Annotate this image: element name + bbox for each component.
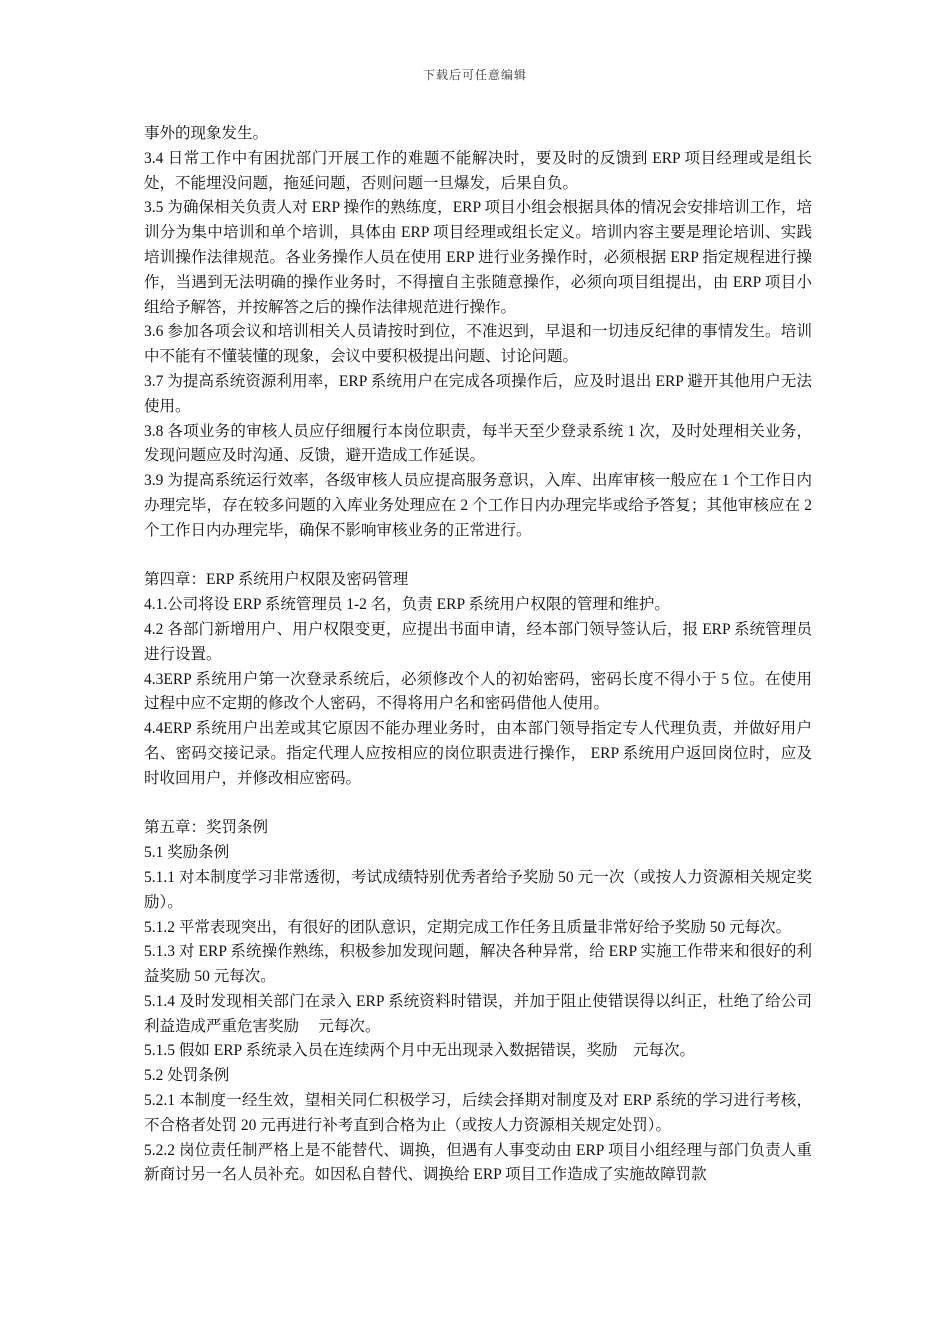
paragraph-3-8: 3.8 各项业务的审核人员应仔细履行本岗位职责，每半天至少登录系统 1 次，及时处理相关业务，发现问题应及时沟通、反馈，避开造成工作延误。 — [144, 422, 812, 465]
page-header-note: 下载后可任意编辑 — [422, 68, 527, 82]
paragraph-continuation: 事外的现象发生。 — [144, 125, 269, 142]
paragraph-5-1-3: 5.1.3 对 ERP 系统操作熟练，积极参加发现问题，解决各种异常，给 ERP 实施工作带来和很好的利益奖励 50 元每次。 — [144, 943, 812, 986]
blank-line — [144, 792, 812, 817]
paragraph-3-9: 3.9 为提高系统运行效率，各级审核人员应提高服务意识，入库、出库审核一般应在 1 个工作日内办理完毕，存在较多问题的入库业务处理应在 2 个工作日内办理完毕或给予答复；其他审核应在 2 个工作日内办理完毕，确保不影响审核业务的正常进行。 — [144, 472, 812, 539]
chapter-4-heading: 第四章：ERP 系统用户权限及密码管理 — [144, 571, 409, 589]
paragraph-5-2-2: 5.2.2 岗位责任制严格上是不能替代、调换，但遇有人事变动由 ERP 项目小组经理与部门负责人重新商讨另一名人员补充。如因私自替代、调换给 ERP 项目工作造成了实施故障罚款 — [144, 1141, 812, 1184]
chapter-5-heading: 第五章：奖罚条例 — [144, 819, 269, 837]
paragraph-3-7: 3.7 为提高系统资源利用率，ERP 系统用户在完成各项操作后，应及时退出 ERP 避开其他用户无法使用。 — [144, 372, 812, 415]
paragraph-3-6: 3.6 参加各项会议和培训相关人员请按时到位，不准迟到，早退和一切违反纪律的事情发生。培训中不能有不懂装懂的现象，会议中要积极提出问题、讨论问题。 — [144, 323, 812, 366]
paragraph-3-4: 3.4 日常工作中有困扰部门开展工作的难题不能解决时，要及时的反馈到 ERP 项目经理或是组长处，不能埋没问题，拖延问题，否则问题一旦爆发，后果自负。 — [144, 149, 812, 192]
paragraph-5-2-1: 5.2.1 本制度一经生效，望相关同仁积极学习，后续会择期对制度及对 ERP 系统的学习进行考核，不合格者处罚 20 元再进行补考直到合格为止（或按人力资源相关规定处罚）。 — [144, 1092, 812, 1134]
section-5-2-heading: 5.2 处罚条例 — [144, 1067, 230, 1085]
paragraph-5-1-2: 5.1.2 平常表现突出，有很好的团队意识，定期完成工作任务且质量非常好给予奖励 50 元每次。 — [144, 918, 792, 936]
paragraph-4-4: 4.4ERP 系统用户出差或其它原因不能办理业务时，由本部门领导指定专人代理负责，并做好用户名、密码交接记录。指定代理人应按相应的岗位职责进行操作， ERP 系统用户返回岗位时，应及时收回用户，并修改相应密码。 — [144, 720, 812, 787]
paragraph-5-1-1: 5.1.1 对本制度学习非常透彻，考试成绩特别优秀者给予奖励 50 元一次（或按人力资源相关规定奖励）。 — [144, 868, 812, 911]
document-body — [144, 122, 812, 1188]
paragraph-3-5: 3.5 为确保相关负责人对 ERP 操作的熟练度，ERP 项目小组会根据具体的情况会安排培训工作，培训分为集中培训和单个培训，具体由 ERP 项目经理或组长定义。培训内容主要是理论培训、实践培训操作法律规范。各业务操作人员在使用 ERP 进行业务操作时，必须根据 ERP 指定规程进行操作，当遇到无法明确的操作业务时，不得擅自主张随意操作，必须向项目组提出，由 ERP 项目小组给予解答，并按解答之后的操作法律规范进行操作。 — [144, 199, 812, 316]
blank-line — [144, 544, 812, 569]
paragraph-4-1: 4.1.公司将设 ERP 系统管理员 1-2 名，负责 ERP 系统用户权限的管理和维护。 — [144, 596, 670, 614]
paragraph-4-3: 4.3ERP 系统用户第一次登录系统后，必须修改个人的初始密码，密码长度不得小于 5 位。在使用过程中应不定期的修改个人密码，不得将用户名和密码借他人使用。 — [144, 670, 812, 713]
paragraph-5-1-4: 5.1.4 及时发现相关部门在录入 ERP 系统资料时错误，并加于阻止使错误得以纠正，杜绝了给公司利益造成严重危害奖励 元每次。 — [144, 992, 812, 1035]
paragraph-4-2: 4.2 各部门新增用户、用户权限变更，应提出书面申请，经本部门领导签认后，报 ERP 系统管理员进行设置。 — [144, 620, 812, 663]
section-5-1-heading: 5.1 奖励条例 — [144, 844, 230, 862]
paragraph-5-1-5: 5.1.5 假如 ERP 系统录入员在连续两个月中无出现录入数据错误，奖励 元每次。 — [144, 1042, 695, 1060]
